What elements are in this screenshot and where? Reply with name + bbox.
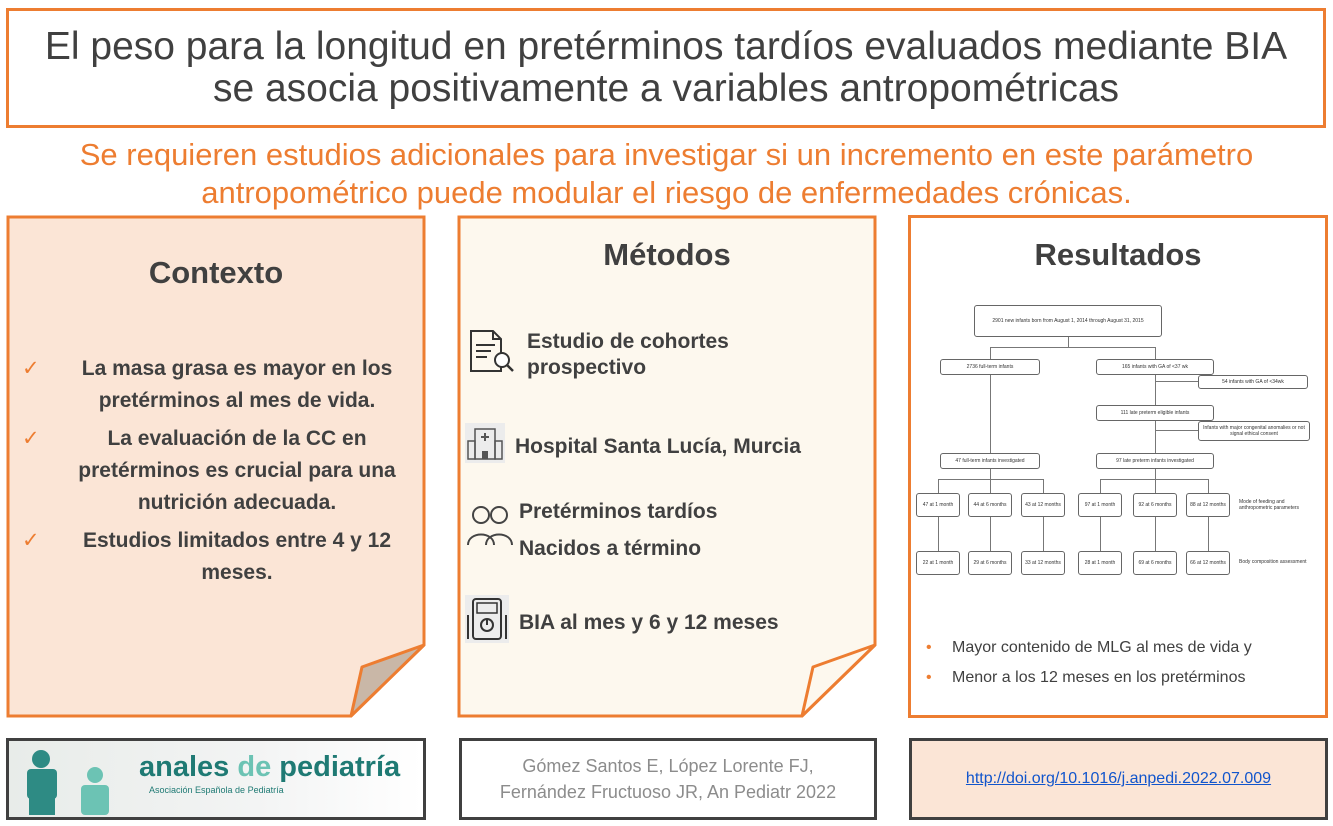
method-hospital <box>465 423 801 470</box>
document-search-icon <box>465 327 517 382</box>
method-hospital-text: Hospital Santa Lucía, Murcia <box>515 434 801 458</box>
flow-top-box: 2901 new infants born from August 1, 2014 through August 31, 2015 <box>974 305 1162 337</box>
flow-ft-1m-box: 47 at 1 month <box>916 493 960 517</box>
method-groups <box>465 497 717 567</box>
citation-box <box>459 738 877 820</box>
flow-lp-6m-box: 92 at 6 months <box>1133 493 1177 517</box>
hospital-icon <box>465 423 505 470</box>
flow-lp-1m-bc-box: 28 at 1 month <box>1078 551 1122 575</box>
check-icon: ✓ <box>22 427 40 450</box>
logo-word-de: de <box>237 751 272 783</box>
doi-box <box>909 738 1328 820</box>
flow-full-term-box: 2736 full-term infants <box>940 359 1040 375</box>
results-heading: Resultados <box>1034 237 1202 272</box>
flow-row2-label: Body composition assessment <box>1238 557 1320 567</box>
people-icon <box>465 503 515 554</box>
method-groups-text <box>519 497 717 567</box>
results-panel <box>908 215 1328 718</box>
context-item-text: La masa grasa es mayor en los pretérminos al mes de vida. <box>81 357 393 412</box>
flow-excluded-anomalies-box: Infants with major congenital anomalies or not signal ethical consent <box>1198 421 1310 441</box>
doi-link[interactable]: http://doi.org/10.1016/j.anpedi.2022.07.009 <box>965 770 1272 787</box>
context-item <box>22 525 418 589</box>
flow-row1-label: Mode of feeding and anthropometric parameters <box>1238 497 1320 513</box>
group-term: Nacidos a término <box>519 537 702 560</box>
method-bia <box>465 595 779 650</box>
context-list <box>22 353 418 595</box>
subtitle-line-1: Se requieren estudios adicionales para investigar si un incremento en este parámetro <box>79 137 1254 172</box>
citation-line-1: Gómez Santos E, López Lorente FJ, <box>522 756 814 776</box>
title-line-2: se asocia positivamente a variables antropométricas <box>212 67 1120 110</box>
logo-word-anales: anales <box>139 751 230 783</box>
context-heading: Contexto <box>148 255 284 290</box>
flow-ft-6m-bc-box: 29 at 6 months <box>968 551 1012 575</box>
bullet-icon: • <box>926 639 932 656</box>
flow-ft-12m-bc-box: 33 at 12 months <box>1021 551 1065 575</box>
context-item <box>22 423 418 519</box>
flow-ft-12m-box: 43 at 12 months <box>1021 493 1065 517</box>
subtitle-line-2: antropométrico puede modular el riesgo de enfermedades crónicas. <box>201 175 1132 210</box>
flow-lp-12m-bc-box: 66 at 12 months <box>1186 551 1230 575</box>
check-icon: ✓ <box>22 529 40 552</box>
flow-late-eligible-box: 111 late preterm eligible infants <box>1096 405 1214 421</box>
methods-heading: Métodos <box>603 237 731 272</box>
context-panel <box>6 215 426 718</box>
logo-word-pediatria: pediatría <box>279 751 401 783</box>
group-preterm: Pretérminos tardíos <box>519 500 718 523</box>
flow-late-investigated-box: 97 late preterm infants investigated <box>1096 453 1214 469</box>
flow-lp-6m-bc-box: 69 at 6 months <box>1133 551 1177 575</box>
journal-logo-box <box>6 738 426 820</box>
bia-device-icon <box>465 595 509 650</box>
method-study-design <box>465 327 827 382</box>
journal-logo-text <box>139 751 400 784</box>
flow-excluded-34-box: 54 infants with GA of <34wk <box>1198 375 1308 389</box>
flow-preterm-box: 165 infants with GA of <37 wk <box>1096 359 1214 375</box>
context-item-text: La evaluación de la CC en pretérminos es crucial para una nutrición adecuada. <box>78 427 396 514</box>
results-bullets <box>926 633 1252 693</box>
citation-line-2: Fernández Fructuoso JR, An Pediatr 2022 <box>499 782 837 802</box>
results-bullet-text: Menor a los 12 meses en los pretérminos <box>952 669 1246 686</box>
results-bullet-text: Mayor contenido de MLG al mes de vida y <box>952 639 1252 656</box>
flow-ft-6m-box: 44 at 6 months <box>968 493 1012 517</box>
check-icon: ✓ <box>22 357 40 380</box>
method-study-design-text: Estudio de cohortes prospectivo <box>527 329 729 379</box>
flow-ft-1m-bc-box: 22 at 1 month <box>916 551 960 575</box>
flow-full-term-investigated-box: 47 full-term infants investigated <box>940 453 1040 469</box>
method-bia-text: BIA al mes y 6 y 12 meses <box>519 610 779 634</box>
puzzle-people-icon <box>17 747 137 817</box>
title-box <box>6 8 1326 128</box>
journal-logo-subtitle: Asociación Española de Pediatría <box>149 785 284 795</box>
title-line-1: El peso para la longitud en pretérminos tardíos evaluados mediante BIA <box>44 25 1288 68</box>
flow-lp-12m-box: 88 at 12 months <box>1186 493 1230 517</box>
context-item-text: Estudios limitados entre 4 y 12 meses. <box>82 529 392 584</box>
context-item <box>22 353 418 417</box>
methods-panel <box>457 215 877 718</box>
results-bullet <box>926 663 1252 693</box>
results-bullet <box>926 633 1252 663</box>
bullet-icon: • <box>926 669 932 686</box>
conclusion-subtitle <box>0 136 1333 212</box>
flow-lp-1m-box: 97 at 1 month <box>1078 493 1122 517</box>
